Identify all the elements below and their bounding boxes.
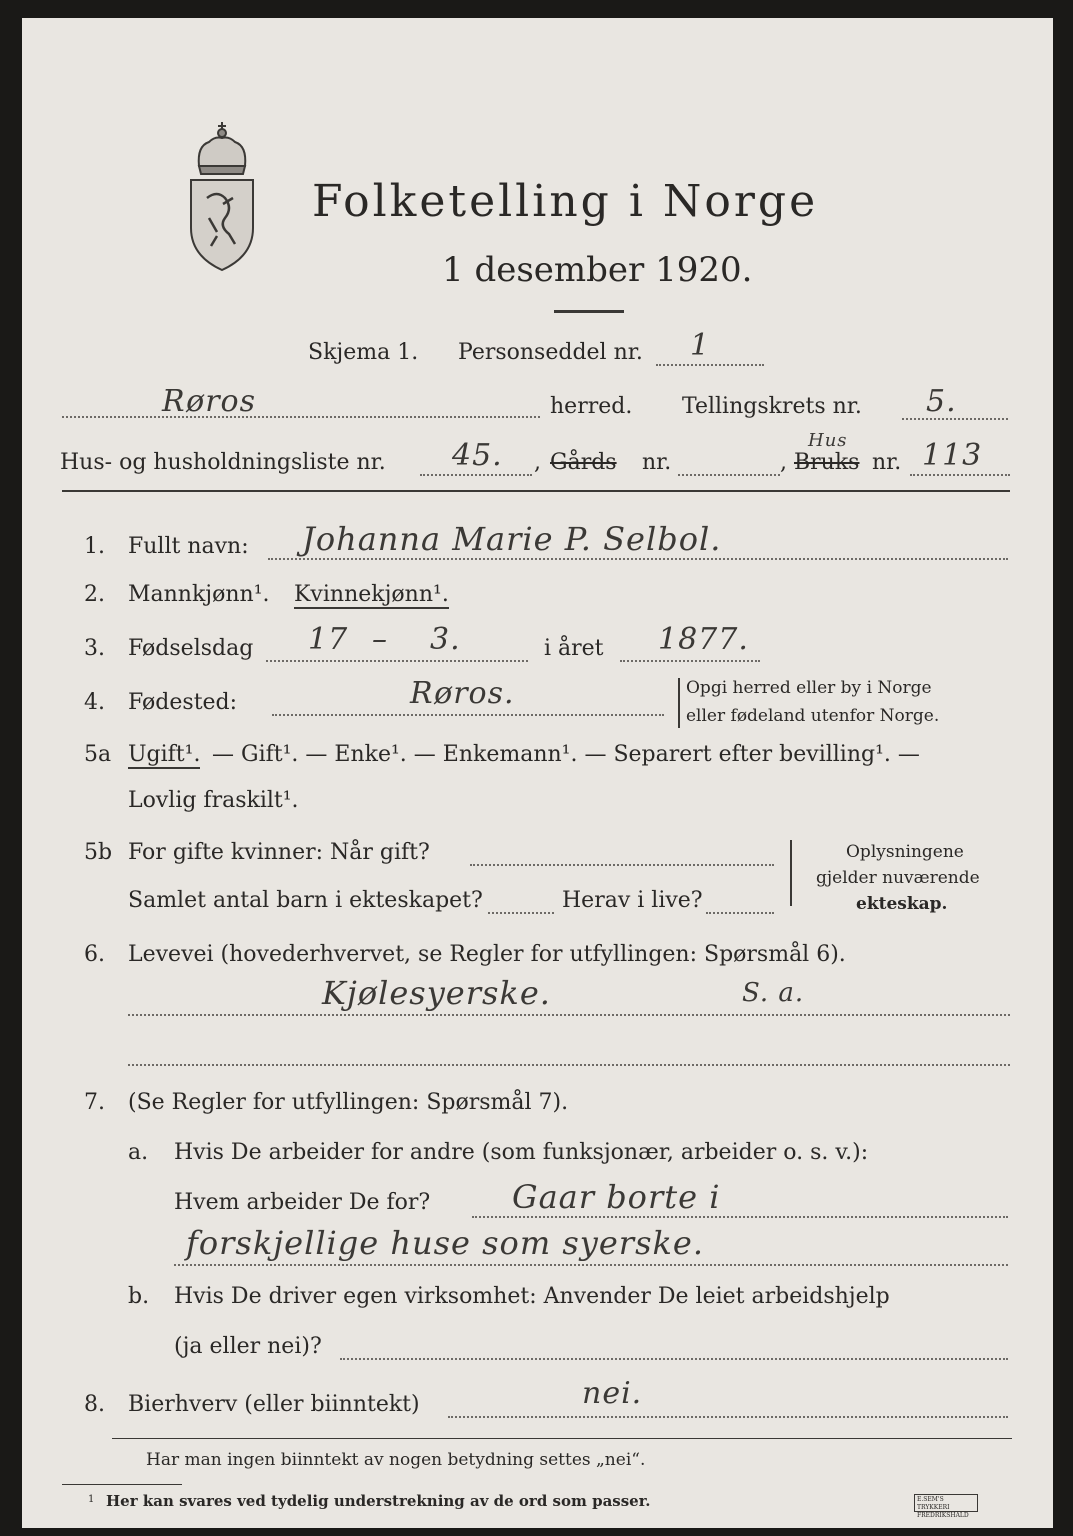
q6-line2 bbox=[128, 1064, 1010, 1066]
q5b-line1 bbox=[470, 864, 774, 866]
q3-year-label: i året bbox=[544, 636, 604, 661]
q5b-line2 bbox=[488, 912, 554, 914]
q5b-line3 bbox=[706, 912, 774, 914]
q7a-line2 bbox=[174, 1264, 1008, 1266]
census-date: 1 desember 1920. bbox=[442, 250, 753, 290]
q5b-label3: Herav i live? bbox=[562, 888, 703, 913]
q8-line bbox=[448, 1416, 1008, 1418]
q7b-label: Hvis De driver egen virksomhet: Anvender De leiet arbeidshjelp bbox=[174, 1284, 890, 1309]
q4-number: 4. bbox=[84, 690, 105, 715]
q5a-ugift: Ugift¹. bbox=[128, 742, 201, 767]
q3-date-line bbox=[266, 660, 528, 662]
q2-label-male: Mannkjønn¹. bbox=[128, 582, 270, 607]
herred-line bbox=[62, 416, 540, 418]
footer-rule bbox=[112, 1438, 1012, 1439]
q2-label-female: Kvinnekjønn¹. bbox=[294, 582, 449, 607]
q3-year: 1877. bbox=[658, 622, 749, 657]
q2-number: 2. bbox=[84, 582, 105, 607]
q5a-options: — Gift¹. — Enke¹. — Enkemann¹. — Separert efter bevilling¹. — bbox=[212, 742, 920, 767]
q7a-label: Hvis De arbeider for andre (som funksjonær, arbeider o. s. v.): bbox=[174, 1140, 869, 1165]
skjema-label: Skjema 1. bbox=[308, 340, 419, 365]
q7-label: (Se Regler for utfyllingen: Spørsmål 7). bbox=[128, 1090, 569, 1115]
hus-insert: Hus bbox=[808, 430, 848, 451]
q1-value: Johanna Marie P. Selbol. bbox=[302, 520, 722, 558]
q5b-label2: Samlet antal barn i ekteskapet? bbox=[128, 888, 483, 913]
q7a-value: Gaar borte i bbox=[512, 1178, 721, 1216]
q1-label: Fullt navn: bbox=[128, 534, 249, 559]
q7a-line1 bbox=[472, 1216, 1008, 1218]
footnote-rule bbox=[62, 1484, 182, 1485]
q5b-note-line2: gjelder nuværende bbox=[816, 868, 980, 888]
footnote-mark: 1 bbox=[88, 1494, 95, 1505]
gaards-label: Gårds bbox=[550, 450, 617, 475]
q7-number: 7. bbox=[84, 1090, 105, 1115]
q3-label: Fødselsdag bbox=[128, 636, 254, 661]
husliste-label: Hus- og husholdningsliste nr. bbox=[60, 450, 386, 475]
q5b-label: For gifte kvinner: Når gift? bbox=[128, 840, 430, 865]
q5b-note-line1: Oplysningene bbox=[846, 842, 964, 862]
personseddel-value: 1 bbox=[690, 328, 711, 363]
q6-value: Kjølesyerske. bbox=[322, 974, 551, 1012]
q4-note-brace bbox=[678, 678, 680, 728]
personseddel-label: Personseddel nr. bbox=[458, 340, 643, 365]
husliste-line bbox=[420, 474, 532, 476]
q7b-number: b. bbox=[128, 1284, 150, 1309]
tellingskrets-line bbox=[902, 418, 1008, 420]
q6-value2: S. a. bbox=[742, 978, 805, 1008]
q4-line bbox=[272, 714, 664, 716]
q7a-value2: forskjellige huse som syerske. bbox=[186, 1224, 704, 1262]
q6-label: Levevei (hovederhvervet, se Regler for utfyllingen: Spørsmål 6). bbox=[128, 942, 846, 967]
q7b-label2: (ja eller nei)? bbox=[174, 1334, 322, 1359]
tellingskrets-label: Tellingskrets nr. bbox=[682, 394, 862, 419]
q4-label: Fødested: bbox=[128, 690, 238, 715]
q8-value: nei. bbox=[582, 1376, 643, 1411]
q6-line1 bbox=[128, 1014, 1010, 1016]
footer-note: Har man ingen biinntekt av nogen betydning settes „nei“. bbox=[146, 1450, 646, 1470]
personseddel-line bbox=[656, 364, 764, 366]
q3-year-line bbox=[620, 660, 760, 662]
q7a-label2: Hvem arbeider De for? bbox=[174, 1190, 431, 1215]
census-form: Folketelling i Norge 1 desember 1920. Skjema 1. Personseddel nr. 1 Røros herred. Tellingskrets nr. 5. Hus- og husholdningsliste nr. 45. , Gårds nr. , Hus Bruks nr. 113 1. Fullt navn: Johanna Marie P. Selbol. 2. Mannkjønn¹. Kvinnekjønn¹. 3. Fødselsdag 17 – 3. i året 1877. 4. Fødested: Røros. Opgi herred eller by i Norge eller fødeland utenfor Norge. 5a Ugift¹. — Gift¹. — Enke¹. — Enkemann¹. — Separert efter bevilling¹. — Lovlig fraskilt¹. 5b For gifte kvinner: Når gift? Samlet antal barn i ekteskapet? Herav i live? Oplysningene gjelder nuværende ekteskap. 6. Levevei (hovederhvervet, se Regler for utfyllingen: Spørsmål 6). Kjølesyerske. S. a. 7. (Se Regler for utfyllingen: Spørsmål 7). a. Hvis De arbeider for andre (som funksjonær, arbeider o. s. v.): Hvem arbeider De for? Gaar borte i forskjellige huse som syerske. b. Hvis De driver egen virksomhet: Anvender De leiet arbeidshjelp (ja eller nei)? 8. Bierhverv (eller biinntekt) nei. Har man ingen biinntekt av nogen betydning settes „nei“. 1 Her kan svares ved tydelig understrekning av de ord som passer. E.SEM'S TRYKKERI FREDRIKSHALD bbox=[22, 18, 1053, 1528]
footnote-text: Her kan svares ved tydelig understrekning av de ord som passer. bbox=[106, 1492, 651, 1510]
q4-note-line1: Opgi herred eller by i Norge bbox=[686, 678, 932, 698]
header-rule bbox=[62, 490, 1010, 492]
q8-label: Bierhverv (eller biinntekt) bbox=[128, 1392, 420, 1417]
q4-note-line2: eller fødeland utenfor Norge. bbox=[686, 706, 940, 726]
q3-month: 3. bbox=[430, 622, 461, 657]
coat-of-arms-icon bbox=[177, 118, 267, 278]
bruks-nr-label: nr. bbox=[872, 450, 902, 475]
tellingskrets-value: 5. bbox=[926, 384, 957, 419]
q7b-line bbox=[340, 1358, 1008, 1360]
q8-number: 8. bbox=[84, 1392, 105, 1417]
q1-number: 1. bbox=[84, 534, 105, 559]
gaards-nr-label: nr. bbox=[642, 450, 672, 475]
q1-line bbox=[268, 558, 1008, 560]
q5b-note-line3: ekteskap. bbox=[856, 894, 948, 914]
bruks-label: Bruks bbox=[794, 450, 860, 475]
title-divider bbox=[554, 310, 624, 313]
herred-value: Røros bbox=[162, 384, 257, 419]
bruks-line bbox=[910, 474, 1010, 476]
q7a-number: a. bbox=[128, 1140, 149, 1165]
q5a-number: 5a bbox=[84, 742, 112, 767]
husliste-value: 45. bbox=[452, 438, 503, 473]
gaards-line bbox=[678, 474, 780, 476]
printer-mark: E.SEM'S TRYKKERI FREDRIKSHALD bbox=[914, 1494, 978, 1512]
bruks-value: 113 bbox=[922, 438, 983, 473]
q5b-brace bbox=[790, 840, 792, 906]
herred-label: herred. bbox=[550, 394, 633, 419]
q4-value: Røros. bbox=[410, 676, 515, 711]
q3-day: 17 bbox=[308, 622, 349, 657]
q5a-line2: Lovlig fraskilt¹. bbox=[128, 788, 299, 813]
q3-number: 3. bbox=[84, 636, 105, 661]
form-title: Folketelling i Norge bbox=[312, 176, 819, 227]
q6-number: 6. bbox=[84, 942, 105, 967]
q5b-number: 5b bbox=[84, 840, 113, 865]
